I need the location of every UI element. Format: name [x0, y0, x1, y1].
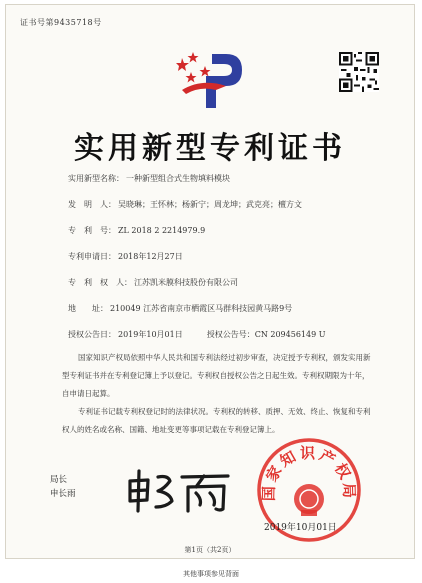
paragraph-grant-statement: 国家知识产权局依照中华人民共和国专利法经过初步审查，决定授予专利权，颁发实用新型专利证书并在专利登记簿上予以登记。专利权自授权公告之日起生效。专利权期限为十年，自申请日起算。 — [62, 353, 371, 398]
certificate-body-text — [62, 349, 374, 439]
seal-date: 2019年10月01日 — [264, 523, 337, 533]
field-address: 地 址： 210049 江苏省南京市栖霞区马群科技园黄马路9号 — [68, 304, 293, 313]
cnipa-emblem-icon — [176, 50, 246, 112]
director-signature-icon — [124, 467, 234, 515]
paragraph-legal-status: 专利证书记载专利权登记时的法律状况。专利权的转移、质押、无效、终止、恢复和专利权人的姓名或名称、国籍、地址变更等事项记载在专利登记簿上。 — [62, 407, 371, 434]
qr-code-icon — [339, 52, 379, 92]
director-name: 申长雨 — [50, 489, 76, 499]
field-utility-model-name: 实用新型名称： 一种新型组合式生物填料模块 — [68, 174, 230, 183]
field-application-date: 专利申请日： 2018年12月27日 — [68, 252, 183, 261]
director-title: 局长 — [50, 475, 68, 485]
certificate-number: 证书号第9435718号 — [20, 18, 102, 27]
svg-text:国家知识产权局: 国家知识产权局 — [259, 444, 359, 502]
certificate-page — [5, 4, 415, 559]
certificate-title: 实用新型专利证书 — [74, 131, 346, 166]
footer-note: 其他事项参见背面 — [183, 570, 239, 578]
field-patentee: 专 利 权 人： 江苏凯米膜科技股份有限公司 — [68, 278, 238, 287]
director-block — [50, 473, 76, 501]
field-grant-date: 授权公告日： 2019年10月01日 授权公告号：CN 209456149 U — [68, 330, 326, 339]
field-inventors: 发 明 人： 吴晓琳；王怀林；杨新宁；周龙坤；武克亮；檀方文 — [68, 200, 302, 209]
page-number: 第1页（共2页） — [184, 546, 236, 554]
field-patent-number: 专 利 号： ZL 2018 2 2214979.9 — [68, 226, 206, 235]
